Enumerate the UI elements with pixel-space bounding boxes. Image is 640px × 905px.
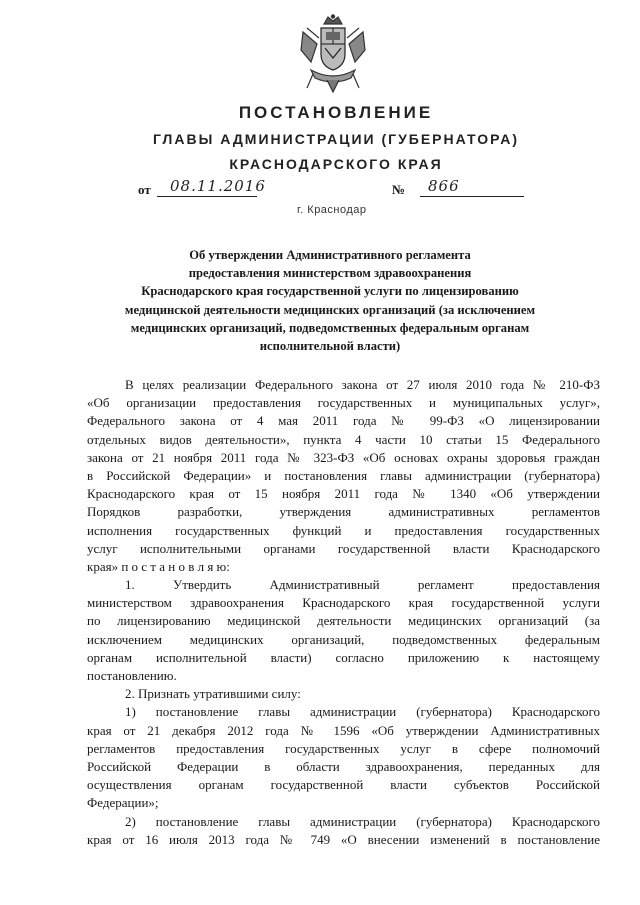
body-line: 2) постановление главы администрации (губернатора) Краснодарского [125,813,600,829]
body-line: Краснодарского края от 15 ноября 2011 года № 1340 «Об утверждении [87,486,600,502]
number-label: № [392,182,406,197]
body-line: услуг исполнительными органами государственной власти Краснодарского [87,540,600,556]
title-line: Краснодарского края государственной услуги по лицензированию [141,284,519,299]
body-line: Российской Федерации в области здравоохранения, переданных для [87,758,600,774]
body-line: В целях реализации Федерального закона от 27 июля 2010 года № 210-ФЗ [125,377,600,392]
body-line: органам исполнительной власти) согласно приложению к настоящему [87,649,600,665]
body-line: исполнения государственных функций и предоставления государственных [87,522,600,538]
document-type-heading: ПОСТАНОВЛЕНИЕ [238,103,434,122]
date-label: от [138,182,151,197]
date-underline [157,196,257,197]
body-line: исключением медицинских организаций, подведомственных федеральным [87,631,600,647]
date-value: 08.11.2016 [170,177,266,195]
body-line: края» п о с т а н о в л я ю: [87,558,230,574]
body-line: отдельных видов деятельности», пункта 4 части 10 статьи 15 Федерального [87,431,600,447]
body-line: «Об организации предоставления государственных и муниципальных услуг», [87,395,600,411]
body-line: регламентов предоставления государственных услуг в сфере полномочий [87,740,600,756]
body-line: осуществления органам государственной власти субъектов Российской [87,777,600,793]
body-line: 2. Признать утратившими силу: [125,686,301,702]
body-line: 1) постановление главы администрации (губернатора) Краснодарского [125,704,600,720]
body-line: по лицензированию медицинской деятельности медицинских организаций (за [87,613,600,629]
title-line: предоставления министерством здравоохранения [188,266,472,281]
body-line: Порядков разработки, утверждения административных регламентов [87,504,600,520]
title-line: медицинских организаций, подведомственных федеральным органам [130,320,530,335]
body-line: Федерации»; [87,795,159,811]
document-body [87,376,600,849]
body-line: края от 16 июля 2013 года № 749 «О внесении изменений в постановление [87,831,600,847]
title-line: исполнительной власти) [259,339,401,354]
title-line: Об утверждении Административного регламента [189,248,471,262]
body-line: края от 21 декабря 2012 года № 1596 «Об утверждении Административных [87,722,600,738]
issuer-heading-line-2: КРАСНОДАРСКОГО КРАЯ [229,156,443,172]
body-line: постановлению. [87,668,177,683]
body-line: закона от 21 ноября 2011 года № 323-ФЗ «Об основах охраны здоровья граждан [87,449,600,465]
city-label: г. Краснодар [297,204,367,216]
issuer-heading-line-1: ГЛАВЫ АДМИНИСТРАЦИИ (ГУБЕРНАТОРА) [152,131,520,147]
body-line: 1. Утвердить Административный регламент предоставления [125,577,600,593]
number-value: 866 [428,177,460,195]
document-title [108,246,552,355]
title-line: медицинской деятельности медицинских организаций (за исключением [124,302,536,317]
body-line: в Российской Федерации» и постановления главы администрации (губернатора) [87,467,600,483]
body-line: министерством здравоохранения Краснодарского края государственной услуги [87,595,600,611]
coat-of-arms-emblem [297,14,369,94]
number-underline [420,196,524,197]
body-line: Федерального закона от 4 мая 2011 года № 99-ФЗ «О лицензировании [87,413,600,429]
